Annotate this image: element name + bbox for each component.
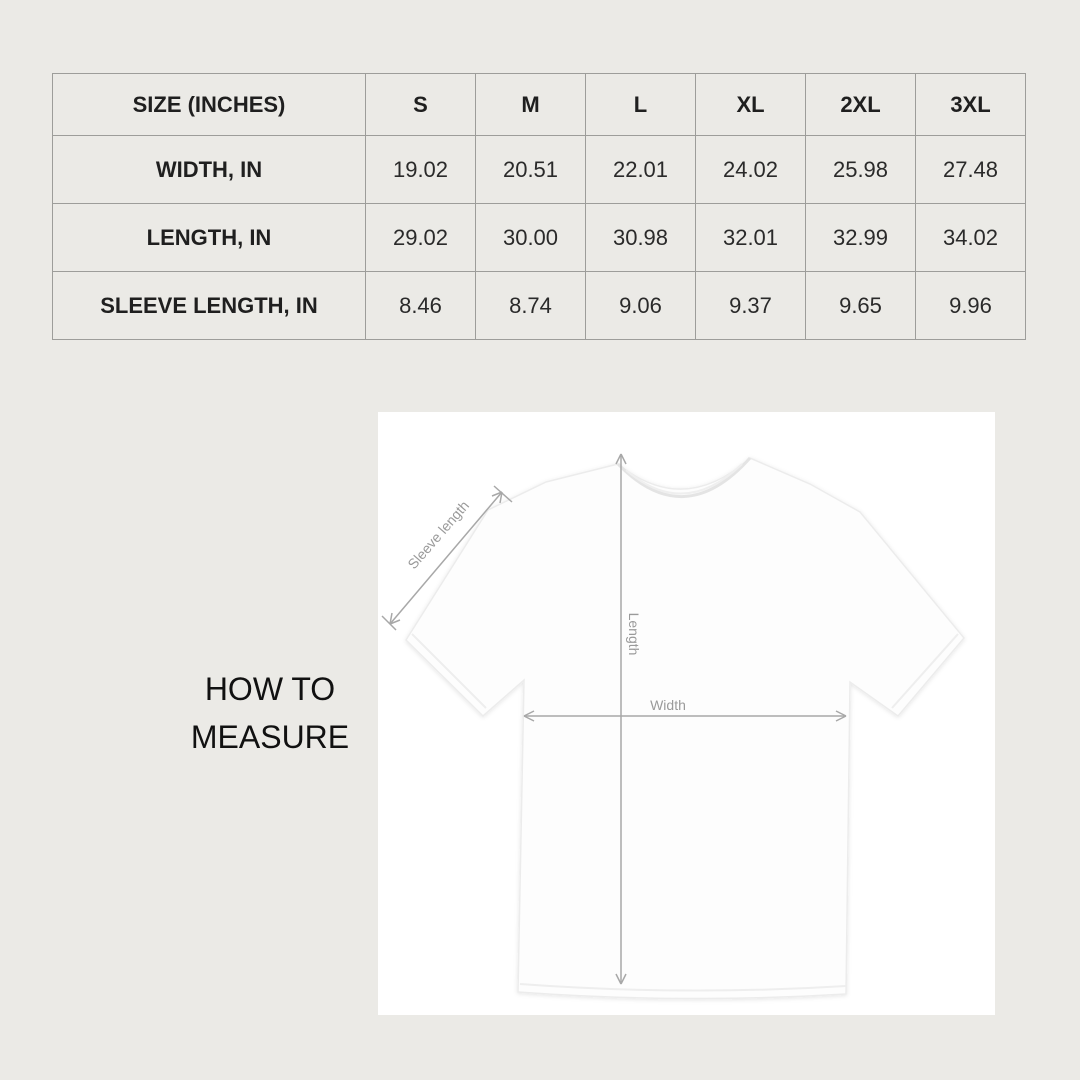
header-size-label: SIZE (INCHES) [53,74,366,136]
tshirt-measure-diagram [378,412,995,1015]
table-cell: 9.06 [586,272,696,340]
row-label: WIDTH, IN [53,136,366,204]
width-label: Width [650,697,686,713]
table-row-length [53,204,1026,272]
how-to-measure-line2: MEASURE [190,719,350,755]
tshirt-shape [406,458,964,999]
table-cell: 19.02 [366,136,476,204]
table-cell: 9.65 [806,272,916,340]
row-label: SLEEVE LENGTH, IN [53,272,366,340]
table-cell: 34.02 [916,204,1026,272]
table-cell: 27.48 [916,136,1026,204]
how-to-measure-line1: HOW TO [204,671,336,707]
header-size-2xl: 2XL [806,74,916,136]
how-to-measure-title [170,665,370,761]
table-cell: 8.74 [476,272,586,340]
table-cell: 24.02 [696,136,806,204]
header-size-xl: XL [696,74,806,136]
table-cell: 29.02 [366,204,476,272]
table-row-width [53,136,1026,204]
tshirt-diagram-svg [378,412,995,1015]
length-label: Length [626,612,642,656]
table-cell: 9.96 [916,272,1026,340]
table-cell: 25.98 [806,136,916,204]
table-cell: 9.37 [696,272,806,340]
header-size-s: S [366,74,476,136]
header-size-3xl: 3XL [916,74,1026,136]
table-cell: 22.01 [586,136,696,204]
sleeve-length-label: Sleeve length [404,497,473,572]
table-cell: 32.99 [806,204,916,272]
table-cell: 30.98 [586,204,696,272]
header-size-m: M [476,74,586,136]
table-cell: 32.01 [696,204,806,272]
table-row-sleeve-length [53,272,1026,340]
header-size-l: L [586,74,696,136]
table-cell: 30.00 [476,204,586,272]
size-chart-table [52,73,1026,340]
table-header-row [53,74,1026,136]
row-label: LENGTH, IN [53,204,366,272]
table-cell: 8.46 [366,272,476,340]
table-cell: 20.51 [476,136,586,204]
